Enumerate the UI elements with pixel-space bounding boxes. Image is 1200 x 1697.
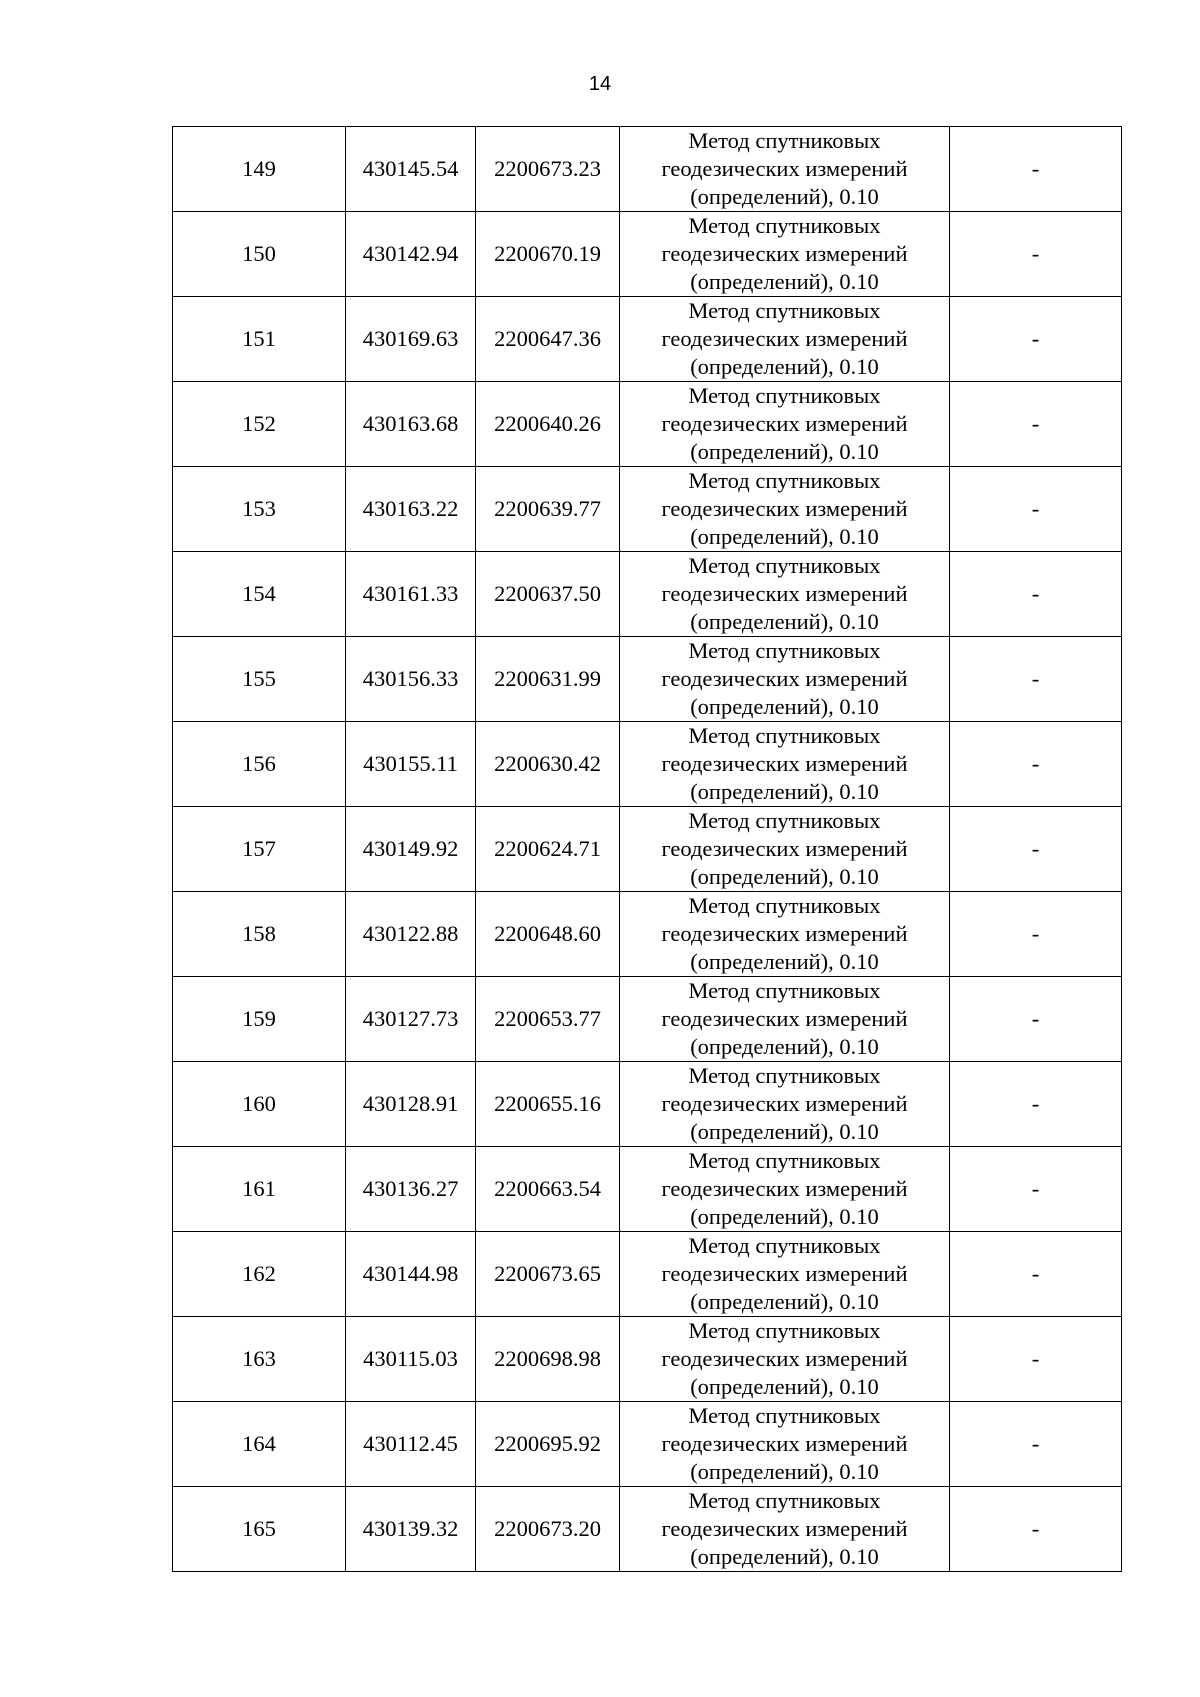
x-coordinate-cell: 430115.03 <box>346 1317 476 1402</box>
table-row <box>173 212 1122 297</box>
x-coordinate-cell: 430128.91 <box>346 1062 476 1147</box>
method-cell <box>620 297 950 382</box>
method-cell <box>620 977 950 1062</box>
method-cell <box>620 1062 950 1147</box>
x-coordinate-cell: 430144.98 <box>346 1232 476 1317</box>
table-row <box>173 977 1122 1062</box>
method-text-line3: (определений), 0.10 <box>690 1289 879 1314</box>
y-coordinate-cell: 2200655.16 <box>476 1062 620 1147</box>
y-coordinate-cell: 2200673.20 <box>476 1487 620 1572</box>
x-coordinate-cell: 430155.11 <box>346 722 476 807</box>
method-text-line2: геодезических измерений <box>661 581 908 606</box>
method-text-line3: (определений), 0.10 <box>690 1204 879 1229</box>
table-row <box>173 807 1122 892</box>
method-text-line2: геодезических измерений <box>661 156 908 181</box>
method-text-line2: геодезических измерений <box>661 1091 908 1116</box>
method-text-line2: геодезических измерений <box>661 241 908 266</box>
x-coordinate-cell: 430156.33 <box>346 637 476 722</box>
x-coordinate-cell: 430136.27 <box>346 1147 476 1232</box>
point-number-cell: 165 <box>173 1487 346 1572</box>
method-text-line1: Метод спутниковых <box>688 1233 881 1258</box>
y-coordinate-cell: 2200624.71 <box>476 807 620 892</box>
point-number-cell: 154 <box>173 552 346 637</box>
point-number-cell: 150 <box>173 212 346 297</box>
method-text-line1: Метод спутниковых <box>688 1318 881 1343</box>
y-coordinate-cell: 2200663.54 <box>476 1147 620 1232</box>
method-text-line2: геодезических измерений <box>661 1516 908 1541</box>
method-text-line3: (определений), 0.10 <box>690 864 879 889</box>
method-text-line3: (определений), 0.10 <box>690 1119 879 1144</box>
table-row <box>173 722 1122 807</box>
method-text-line2: геодезических измерений <box>661 326 908 351</box>
method-cell <box>620 892 950 977</box>
method-text-line3: (определений), 0.10 <box>690 779 879 804</box>
method-text-line2: геодезических измерений <box>661 921 908 946</box>
table-row <box>173 1487 1122 1572</box>
x-coordinate-cell: 430112.45 <box>346 1402 476 1487</box>
y-coordinate-cell: 2200631.99 <box>476 637 620 722</box>
y-coordinate-cell: 2200653.77 <box>476 977 620 1062</box>
method-cell <box>620 127 950 212</box>
x-coordinate-cell: 430142.94 <box>346 212 476 297</box>
method-text-line3: (определений), 0.10 <box>690 694 879 719</box>
method-cell <box>620 1487 950 1572</box>
y-coordinate-cell: 2200630.42 <box>476 722 620 807</box>
method-cell <box>620 212 950 297</box>
point-number-cell: 160 <box>173 1062 346 1147</box>
description-cell: - <box>950 127 1122 212</box>
table-row <box>173 552 1122 637</box>
description-cell: - <box>950 1232 1122 1317</box>
method-text-line3: (определений), 0.10 <box>690 439 879 464</box>
description-cell: - <box>950 467 1122 552</box>
method-text-line2: геодезических измерений <box>661 1006 908 1031</box>
point-number-cell: 163 <box>173 1317 346 1402</box>
y-coordinate-cell: 2200670.19 <box>476 212 620 297</box>
description-cell: - <box>950 552 1122 637</box>
table-row <box>173 382 1122 467</box>
page-number: 14 <box>588 73 612 95</box>
method-text-line3: (определений), 0.10 <box>690 269 879 294</box>
method-text-line1: Метод спутниковых <box>688 383 881 408</box>
description-cell: - <box>950 212 1122 297</box>
description-cell: - <box>950 722 1122 807</box>
point-number-cell: 162 <box>173 1232 346 1317</box>
method-text-line3: (определений), 0.10 <box>690 609 879 634</box>
method-cell <box>620 552 950 637</box>
description-cell: - <box>950 637 1122 722</box>
method-text-line3: (определений), 0.10 <box>690 1034 879 1059</box>
point-number-cell: 157 <box>173 807 346 892</box>
table-row <box>173 892 1122 977</box>
y-coordinate-cell: 2200673.23 <box>476 127 620 212</box>
y-coordinate-cell: 2200695.92 <box>476 1402 620 1487</box>
description-cell: - <box>950 1147 1122 1232</box>
table-row <box>173 127 1122 212</box>
table-row <box>173 1147 1122 1232</box>
method-cell <box>620 467 950 552</box>
method-text-line1: Метод спутниковых <box>688 553 881 578</box>
point-number-cell: 152 <box>173 382 346 467</box>
method-text-line1: Метод спутниковых <box>688 723 881 748</box>
method-text-line3: (определений), 0.10 <box>690 524 879 549</box>
method-text-line1: Метод спутниковых <box>688 893 881 918</box>
x-coordinate-cell: 430169.63 <box>346 297 476 382</box>
method-text-line2: геодезических измерений <box>661 411 908 436</box>
method-text-line2: геодезических измерений <box>661 496 908 521</box>
method-cell <box>620 722 950 807</box>
description-cell: - <box>950 807 1122 892</box>
table-row <box>173 467 1122 552</box>
method-text-line1: Метод спутниковых <box>688 468 881 493</box>
method-text-line1: Метод спутниковых <box>688 1148 881 1173</box>
method-text-line1: Метод спутниковых <box>688 128 881 153</box>
method-text-line2: геодезических измерений <box>661 1176 908 1201</box>
method-text-line1: Метод спутниковых <box>688 638 881 663</box>
method-text-line1: Метод спутниковых <box>688 1403 881 1428</box>
x-coordinate-cell: 430145.54 <box>346 127 476 212</box>
x-coordinate-cell: 430163.22 <box>346 467 476 552</box>
description-cell: - <box>950 892 1122 977</box>
point-number-cell: 159 <box>173 977 346 1062</box>
description-cell: - <box>950 1487 1122 1572</box>
method-text-line2: геодезических измерений <box>661 1346 908 1371</box>
x-coordinate-cell: 430161.33 <box>346 552 476 637</box>
method-cell <box>620 1317 950 1402</box>
method-text-line1: Метод спутниковых <box>688 1488 881 1513</box>
method-cell <box>620 807 950 892</box>
description-cell: - <box>950 1317 1122 1402</box>
method-text-line3: (определений), 0.10 <box>690 949 879 974</box>
table-row <box>173 1317 1122 1402</box>
method-text-line3: (определений), 0.10 <box>690 1459 879 1484</box>
point-number-cell: 164 <box>173 1402 346 1487</box>
point-number-cell: 155 <box>173 637 346 722</box>
description-cell: - <box>950 1402 1122 1487</box>
method-text-line1: Метод спутниковых <box>688 808 881 833</box>
coordinates-table <box>172 126 1122 1572</box>
y-coordinate-cell: 2200637.50 <box>476 552 620 637</box>
y-coordinate-cell: 2200639.77 <box>476 467 620 552</box>
description-cell: - <box>950 1062 1122 1147</box>
method-text-line1: Метод спутниковых <box>688 1063 881 1088</box>
method-text-line1: Метод спутниковых <box>688 298 881 323</box>
method-text-line3: (определений), 0.10 <box>690 354 879 379</box>
method-cell <box>620 637 950 722</box>
y-coordinate-cell: 2200640.26 <box>476 382 620 467</box>
table-row <box>173 637 1122 722</box>
method-cell <box>620 1147 950 1232</box>
method-text-line1: Метод спутниковых <box>688 978 881 1003</box>
description-cell: - <box>950 977 1122 1062</box>
point-number-cell: 149 <box>173 127 346 212</box>
point-number-cell: 158 <box>173 892 346 977</box>
point-number-cell: 151 <box>173 297 346 382</box>
x-coordinate-cell: 430163.68 <box>346 382 476 467</box>
method-text-line3: (определений), 0.10 <box>690 1374 879 1399</box>
x-coordinate-cell: 430149.92 <box>346 807 476 892</box>
point-number-cell: 153 <box>173 467 346 552</box>
table-row <box>173 1062 1122 1147</box>
table-body <box>173 127 1122 1572</box>
method-cell <box>620 382 950 467</box>
x-coordinate-cell: 430122.88 <box>346 892 476 977</box>
point-number-cell: 161 <box>173 1147 346 1232</box>
y-coordinate-cell: 2200647.36 <box>476 297 620 382</box>
y-coordinate-cell: 2200698.98 <box>476 1317 620 1402</box>
x-coordinate-cell: 430127.73 <box>346 977 476 1062</box>
method-text-line2: геодезических измерений <box>661 751 908 776</box>
method-text-line1: Метод спутниковых <box>688 213 881 238</box>
table-row <box>173 1402 1122 1487</box>
method-text-line3: (определений), 0.10 <box>690 184 879 209</box>
table-row <box>173 297 1122 382</box>
y-coordinate-cell: 2200673.65 <box>476 1232 620 1317</box>
method-cell <box>620 1232 950 1317</box>
method-cell <box>620 1402 950 1487</box>
description-cell: - <box>950 297 1122 382</box>
point-number-cell: 156 <box>173 722 346 807</box>
method-text-line2: геодезических измерений <box>661 666 908 691</box>
method-text-line2: геодезических измерений <box>661 1261 908 1286</box>
table-row <box>173 1232 1122 1317</box>
y-coordinate-cell: 2200648.60 <box>476 892 620 977</box>
method-text-line2: геодезических измерений <box>661 836 908 861</box>
method-text-line2: геодезических измерений <box>661 1431 908 1456</box>
method-text-line3: (определений), 0.10 <box>690 1544 879 1569</box>
description-cell: - <box>950 382 1122 467</box>
x-coordinate-cell: 430139.32 <box>346 1487 476 1572</box>
